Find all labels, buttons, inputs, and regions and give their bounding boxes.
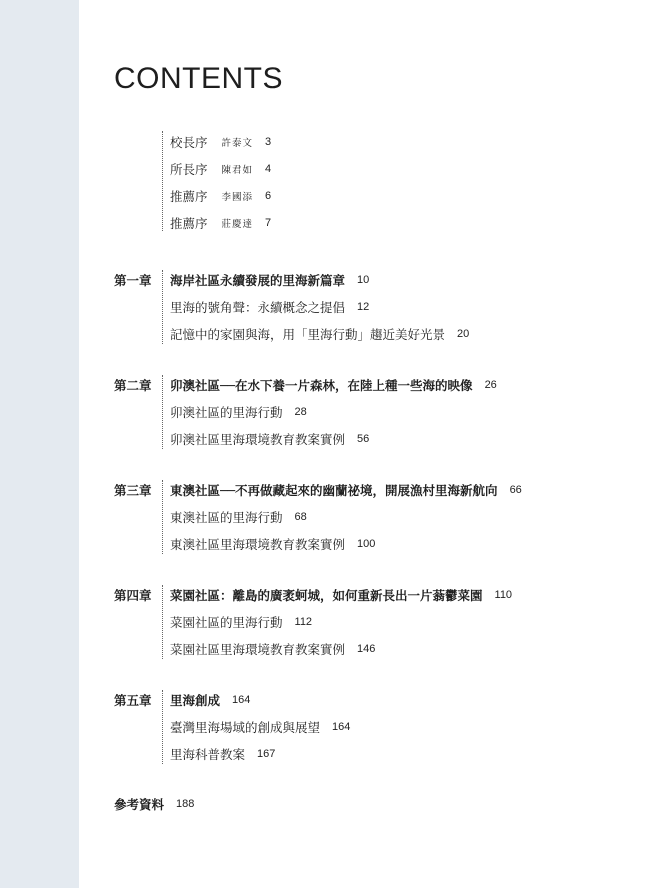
section-title: 菜園社區里海環境教育教案實例	[170, 642, 346, 657]
section-entry[interactable]	[170, 534, 375, 554]
references-entry[interactable]	[114, 794, 194, 814]
preface-label: 推薦序	[170, 216, 208, 231]
page-number: 100	[357, 538, 376, 550]
chapter-heading[interactable]	[114, 375, 497, 395]
page-number: 112	[294, 616, 313, 628]
preface-entry[interactable]	[170, 132, 271, 152]
section-entry[interactable]	[170, 429, 369, 449]
preface-label: 校長序	[170, 135, 208, 150]
page-number: 28	[294, 406, 307, 418]
page-number: 146	[357, 643, 376, 655]
page-number: 188	[176, 798, 195, 810]
chapter-title: 海岸社區永續發展的里海新篇章	[170, 273, 346, 288]
section-title: 卯澳社區里海環境教育教案實例	[170, 432, 346, 447]
preface-author: 李國添	[221, 192, 254, 203]
preface-author: 陳君如	[221, 165, 254, 176]
chapter-heading[interactable]	[114, 690, 250, 710]
page-number: 68	[294, 511, 307, 523]
section-entry[interactable]	[170, 612, 312, 632]
chapter-label: 第四章	[114, 588, 152, 603]
section-entry[interactable]	[170, 297, 369, 317]
preface-label: 推薦序	[170, 189, 208, 204]
chapter-heading[interactable]	[114, 270, 369, 290]
preface-label: 所長序	[170, 162, 208, 177]
page-number: 66	[509, 484, 522, 496]
chapter-heading[interactable]	[114, 480, 522, 500]
section-title: 里海科普教案	[170, 747, 246, 762]
page-number: 164	[332, 721, 351, 733]
preface-entry[interactable]	[170, 213, 271, 233]
section-entry[interactable]	[170, 639, 375, 659]
section-entry[interactable]	[170, 324, 469, 344]
chapter-heading[interactable]	[114, 585, 512, 605]
page-number: 6	[265, 190, 272, 202]
section-entry[interactable]	[170, 717, 350, 737]
page-number: 110	[494, 589, 513, 601]
preface-author: 許泰文	[221, 138, 254, 149]
chapter-title: 卯澳社區──在水下養一片森林，在陸上種一些海的映像	[170, 378, 473, 393]
side-band	[0, 0, 79, 888]
section-entry[interactable]	[170, 402, 307, 422]
dotted-rule	[162, 131, 163, 231]
section-title: 東澳社區的里海行動	[170, 510, 283, 525]
section-title: 里海的號角聲：永續概念之提倡	[170, 300, 346, 315]
page-number: 3	[265, 136, 272, 148]
chapter-label: 第五章	[114, 693, 152, 708]
chapter-label: 第一章	[114, 273, 152, 288]
section-title: 臺灣里海場域的創成與展望	[170, 720, 321, 735]
page-number: 12	[357, 301, 370, 313]
page-number: 10	[357, 274, 370, 286]
page-title: CONTENTS	[114, 62, 283, 95]
section-title: 記憶中的家園與海，用「里海行動」趨近美好光景	[170, 327, 446, 342]
page-number: 20	[457, 328, 470, 340]
section-title: 東澳社區里海環境教育教案實例	[170, 537, 346, 552]
section-entry[interactable]	[170, 507, 307, 527]
preface-entry[interactable]	[170, 186, 271, 206]
section-entry[interactable]	[170, 744, 275, 764]
chapter-title: 里海創成	[170, 693, 221, 708]
chapter-title: 東澳社區──不再做藏起來的幽蘭祕境，開展漁村里海新航向	[170, 483, 498, 498]
page-number: 56	[357, 433, 370, 445]
preface-entry[interactable]	[170, 159, 271, 179]
chapter-label: 第三章	[114, 483, 152, 498]
chapter-title: 菜園社區：離島的廣袤蚵城，如何重新長出一片蓊鬱菜園	[170, 588, 483, 603]
references-label: 參考資料	[114, 797, 165, 812]
page-number: 26	[484, 379, 497, 391]
section-title: 菜園社區的里海行動	[170, 615, 283, 630]
section-title: 卯澳社區的里海行動	[170, 405, 283, 420]
page-number: 4	[265, 163, 272, 175]
page-number: 167	[257, 748, 276, 760]
preface-author: 莊慶達	[221, 219, 254, 230]
page-number: 164	[232, 694, 251, 706]
page-number: 7	[265, 217, 272, 229]
chapter-label: 第二章	[114, 378, 152, 393]
